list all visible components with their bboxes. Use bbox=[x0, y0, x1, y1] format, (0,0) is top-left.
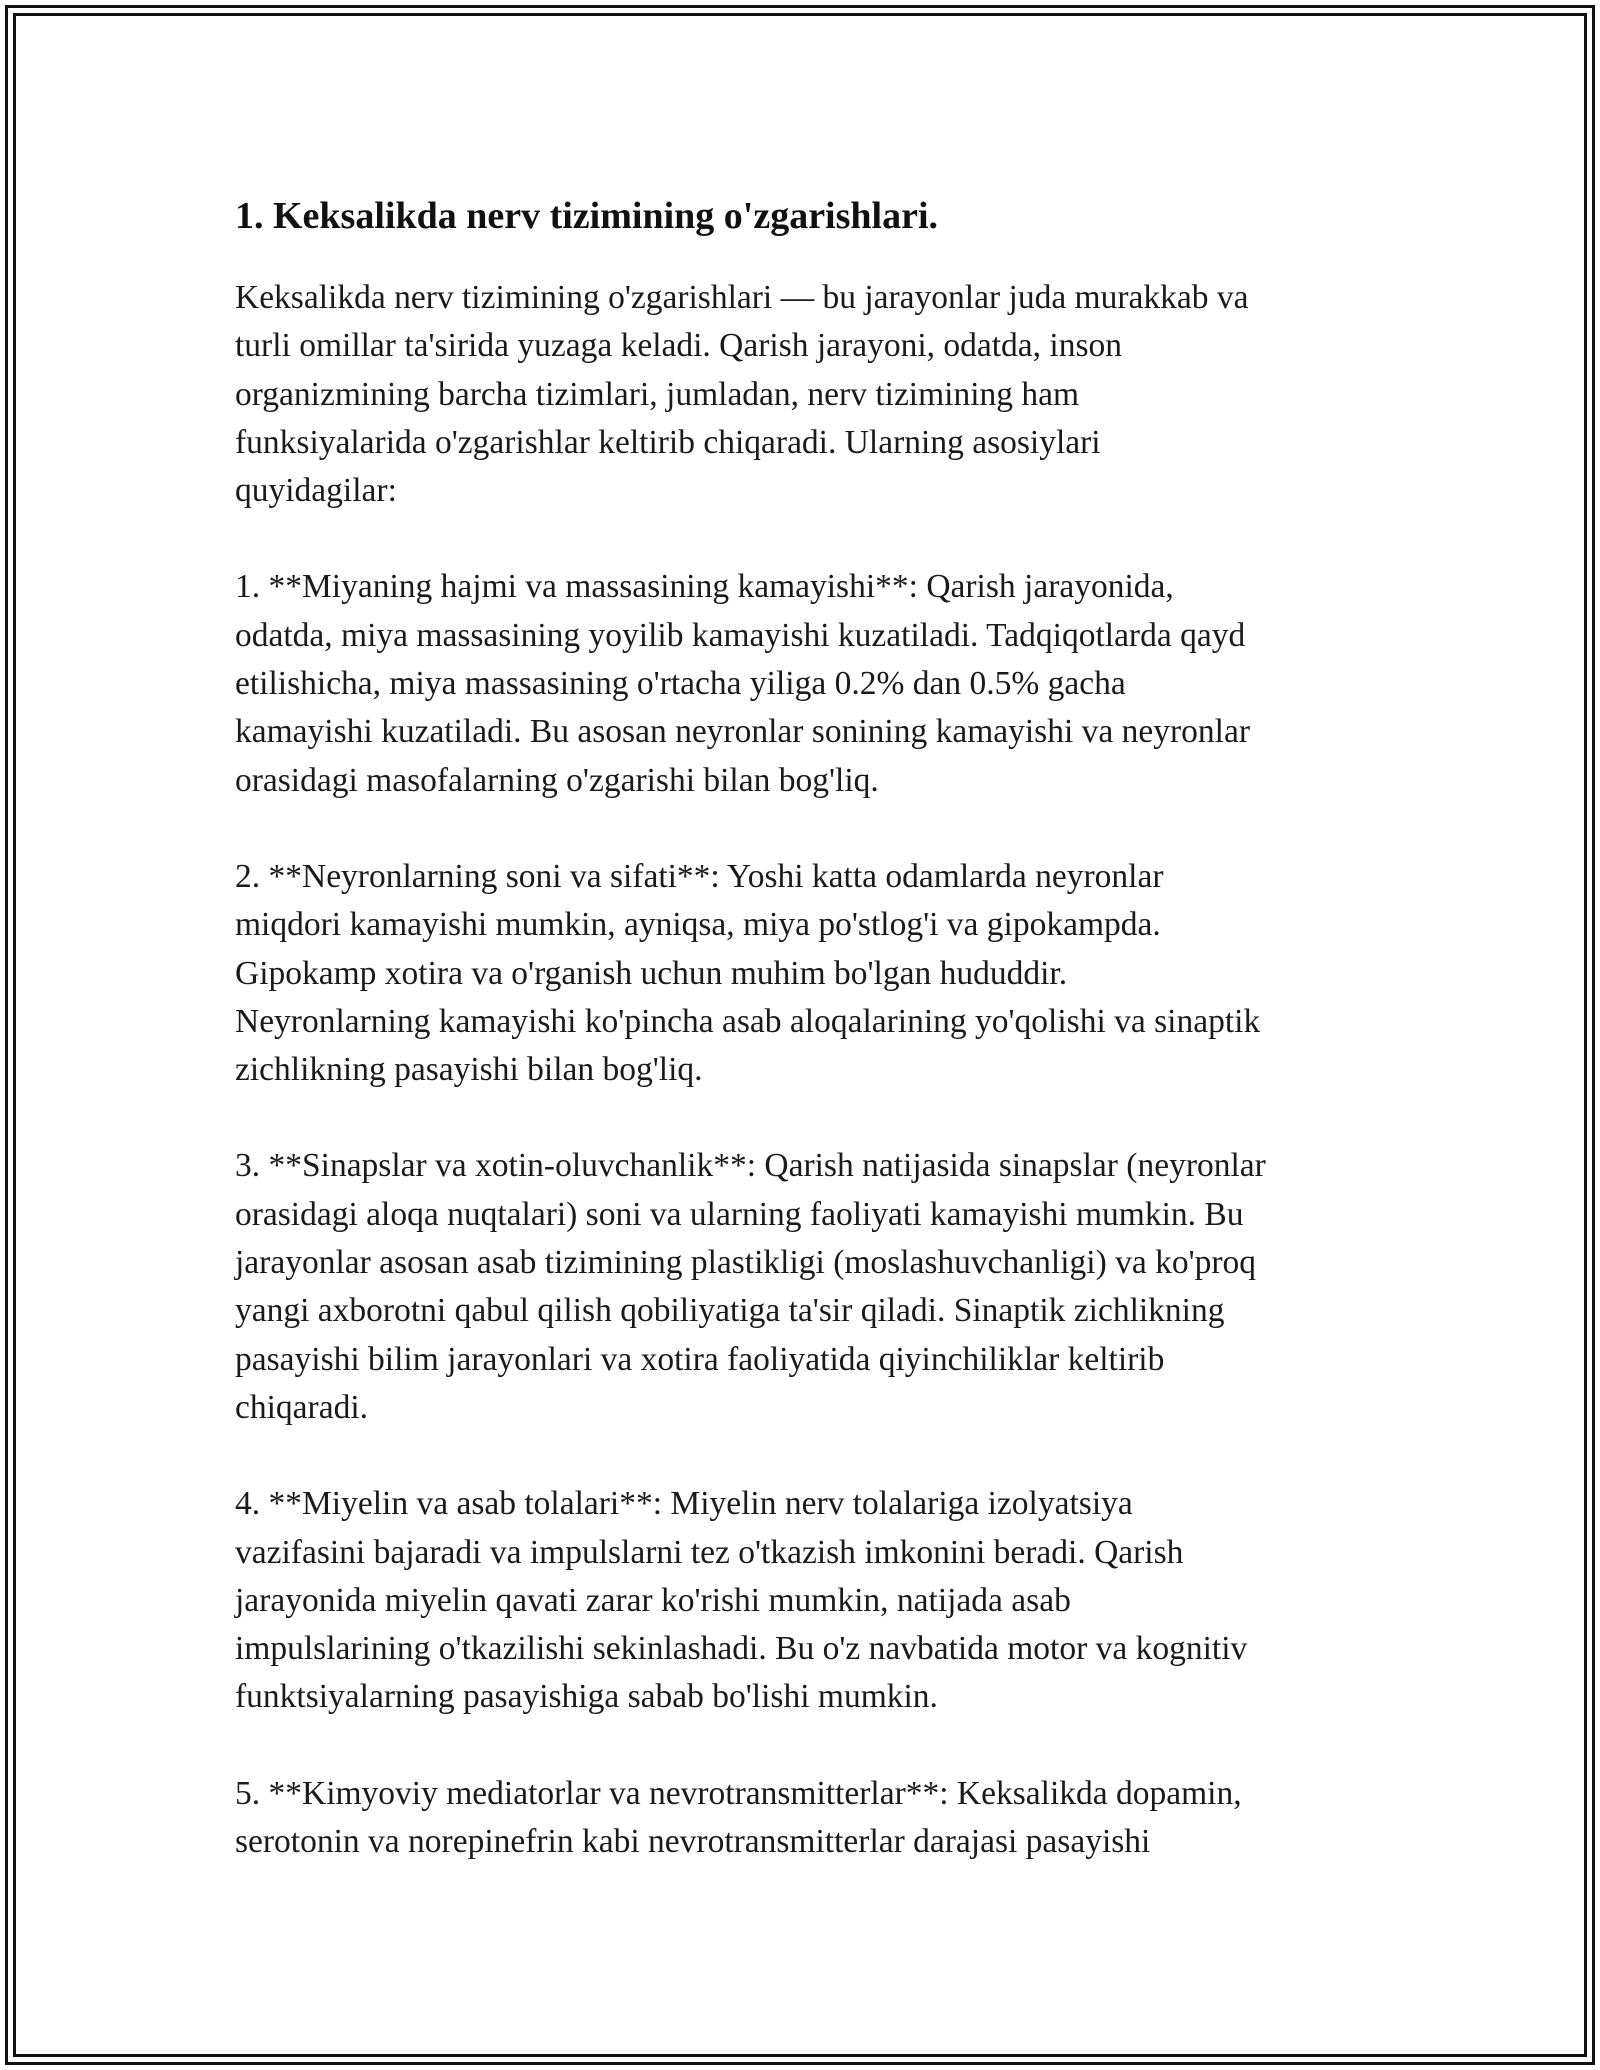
text-line: orasidagi aloqa nuqtalari) soni va ularning faoliyati kamayishi mumkin. Bu bbox=[235, 1195, 1244, 1233]
text-line: yangi axborotni qabul qilish qobiliyatiga ta'sir qiladi. Sinaptik zichlikning bbox=[235, 1292, 1225, 1330]
text-line: serotonin va norepinefrin kabi nevrotransmitterlar darajasi pasayishi bbox=[235, 1823, 1151, 1861]
text-line: Gipokamp xotira va o'rganish uchun muhim bo'lgan hududdir. bbox=[235, 954, 1068, 992]
text-line: miqdori kamayishi mumkin, ayniqsa, miya po'stlog'i va gipokampda. bbox=[235, 906, 1161, 944]
list-item-2 bbox=[235, 853, 1375, 1094]
text-line: chiqaradi. bbox=[235, 1388, 369, 1426]
text-line: impulslarining o'tkazilishi sekinlashadi. Bu o'z navbatida motor va kognitiv bbox=[235, 1630, 1248, 1668]
page-title: 1. Keksalikda nerv tizimining o'zgarishlari. bbox=[235, 195, 939, 237]
text-line: 4. **Miyelin va asab tolalari**: Miyelin nerv tolalariga izolyatsiya bbox=[235, 1485, 1133, 1523]
list-item-1 bbox=[235, 563, 1375, 804]
text-line: turli omillar ta'sirida yuzaga keladi. Qarish jarayoni, odatda, inson bbox=[235, 327, 1123, 365]
text-line: vazifasini bajaradi va impulslarni tez o'tkazish imkonini beradi. Qarish bbox=[235, 1533, 1184, 1571]
text-line: jarayonida miyelin qavati zarar ko'rishi mumkin, natijada asab bbox=[235, 1581, 1071, 1619]
text-line: 5. **Kimyoviy mediatorlar va nevrotransmitterlar**: Keksalikda dopamin, bbox=[235, 1774, 1242, 1812]
text-line: jarayonlar asosan asab tizimining plastikligi (moslashuvchanligi) va ko'proq bbox=[235, 1244, 1257, 1282]
text-line: quyidagilar: bbox=[235, 472, 397, 510]
list-item-4 bbox=[235, 1480, 1375, 1721]
text-line: odatda, miya massasining yoyilib kamayishi kuzatiladi. Tadqiqotlarda qayd bbox=[235, 616, 1246, 654]
text-line: zichlikning pasayishi bilan bog'liq. bbox=[235, 1051, 703, 1089]
text-line: funktsiyalarning pasayishiga sabab bo'lishi mumkin. bbox=[235, 1678, 938, 1716]
text-line: 1. **Miyaning hajmi va massasining kamayishi**: Qarish jarayonida, bbox=[235, 568, 1174, 606]
text-line: 2. **Neyronlarning soni va sifati**: Yoshi katta odamlarda neyronlar bbox=[235, 857, 1164, 895]
text-line: Neyronlarning kamayishi ko'pincha asab aloqalarining yo'qolishi va sinaptik bbox=[235, 1002, 1261, 1040]
intro-paragraph bbox=[235, 274, 1375, 515]
text-line: 3. **Sinapslar va xotin-oluvchanlik**: Qarish natijasida sinapslar (neyronlar bbox=[235, 1147, 1266, 1185]
text-line: Keksalikda nerv tizimining o'zgarishlari — bu jarayonlar juda murakkab va bbox=[235, 279, 1249, 316]
list-item-5 bbox=[235, 1770, 1375, 1867]
document-body bbox=[235, 186, 1375, 1914]
text-line: funksiyalarida o'zgarishlar keltirib chiqaradi. Ularning asosiylari bbox=[235, 423, 1101, 461]
text-line: organizmining barcha tizimlari, jumladan, nerv tizimining ham bbox=[235, 375, 1080, 413]
text-line: etilishicha, miya massasining o'rtacha yiliga 0.2% dan 0.5% gacha bbox=[235, 665, 1126, 703]
text-line: orasidagi masofalarning o'zgarishi bilan bog'liq. bbox=[235, 761, 879, 799]
list-item-3 bbox=[235, 1142, 1375, 1432]
text-line: kamayishi kuzatiladi. Bu asosan neyronlar sonining kamayishi va neyronlar bbox=[235, 713, 1250, 751]
text-line: pasayishi bilim jarayonlari va xotira faoliyatida qiyinchiliklar keltirib bbox=[235, 1340, 1165, 1378]
